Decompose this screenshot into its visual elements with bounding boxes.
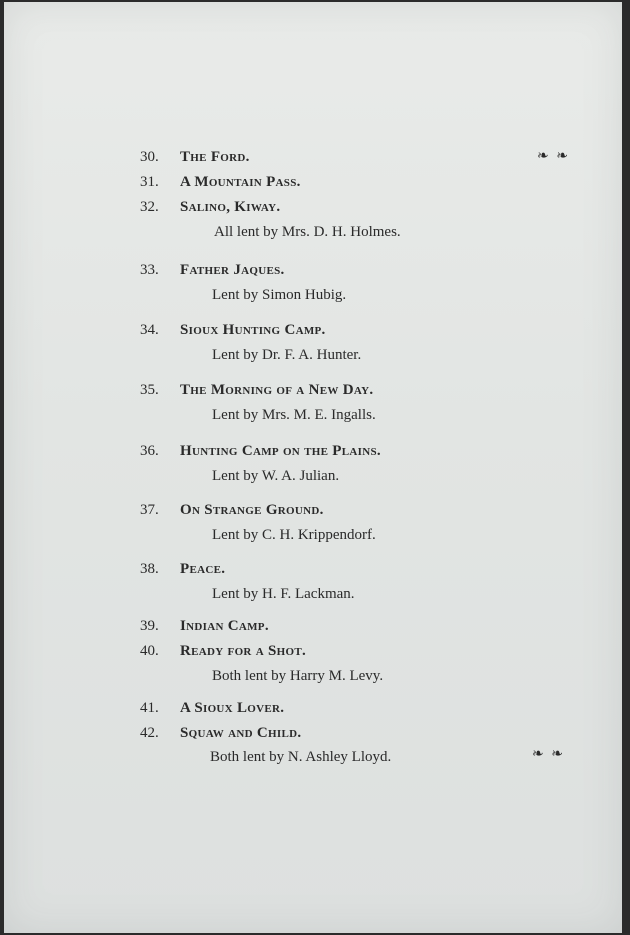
entry-title: Indian Camp. bbox=[180, 618, 269, 634]
entry-number: 40. bbox=[140, 643, 159, 659]
entry-title: Squaw and Child. bbox=[180, 725, 302, 741]
entry-number: 42. bbox=[140, 725, 159, 741]
entry-37 bbox=[140, 501, 324, 519]
entry-title: The Ford. bbox=[180, 149, 250, 165]
entry-title: Father Jaques. bbox=[180, 262, 285, 278]
entry-41 bbox=[140, 699, 284, 717]
lender-line-33: Lent by Simon Hubig. bbox=[212, 287, 347, 303]
entry-number: 41. bbox=[140, 700, 159, 716]
entry-number: 33. bbox=[140, 262, 159, 278]
entry-number: 30. bbox=[140, 149, 159, 165]
entry-title: Hunting Camp on the Plains. bbox=[180, 443, 381, 459]
entry-35 bbox=[140, 381, 373, 399]
entry-31 bbox=[140, 173, 301, 191]
entry-number: 36. bbox=[140, 443, 159, 459]
lender-line-34: Lent by Dr. F. A. Hunter. bbox=[212, 347, 362, 363]
lender-line-40: Both lent by Harry M. Levy. bbox=[212, 668, 384, 684]
entry-title: On Strange Ground. bbox=[180, 502, 324, 518]
entry-34 bbox=[140, 321, 326, 339]
entry-30 bbox=[140, 148, 250, 166]
entry-number: 31. bbox=[140, 174, 159, 190]
entry-32 bbox=[140, 198, 280, 216]
lender-line-37: Lent by C. H. Krippendorf. bbox=[212, 527, 376, 543]
entry-42 bbox=[140, 724, 301, 742]
entry-39 bbox=[140, 617, 269, 635]
entry-title: Ready for a Shot. bbox=[180, 643, 307, 659]
entry-number: 35. bbox=[140, 382, 159, 398]
entry-title: The Morning of a New Day. bbox=[180, 382, 374, 398]
entry-title: A Mountain Pass. bbox=[180, 174, 301, 190]
lender-line-32: All lent by Mrs. D. H. Holmes. bbox=[214, 224, 401, 240]
entry-title: A Sioux Lover. bbox=[180, 700, 285, 716]
entry-number: 37. bbox=[140, 502, 159, 518]
entry-number: 39. bbox=[140, 618, 159, 634]
entry-40 bbox=[140, 642, 306, 660]
entry-33 bbox=[140, 261, 285, 279]
lender-line-35: Lent by Mrs. M. E. Ingalls. bbox=[212, 407, 376, 423]
ornament-bottom: ❧ ❧ bbox=[532, 747, 565, 762]
lender-line-36: Lent by W. A. Julian. bbox=[212, 468, 340, 484]
entry-36 bbox=[140, 442, 381, 460]
ornament-top: ❧ ❧ bbox=[537, 149, 570, 164]
entry-title: Peace. bbox=[180, 561, 226, 577]
entry-title: Salino, Kiway. bbox=[180, 199, 281, 215]
entry-number: 34. bbox=[140, 322, 159, 338]
entry-title: Sioux Hunting Camp. bbox=[180, 322, 326, 338]
entry-number: 32. bbox=[140, 199, 159, 215]
lender-line-42: Both lent by N. Ashley Lloyd. bbox=[210, 749, 392, 765]
entry-38 bbox=[140, 560, 225, 578]
lender-line-38: Lent by H. F. Lackman. bbox=[212, 586, 355, 602]
entry-number: 38. bbox=[140, 561, 159, 577]
catalog-page bbox=[4, 2, 622, 933]
